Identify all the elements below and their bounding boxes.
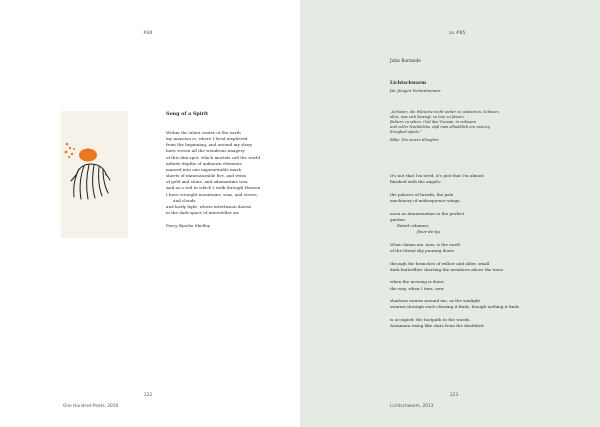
poem-line: the palaces of breath, the pale — [390, 191, 454, 197]
epigraph-line: „Schwarz, die Wünsche nicht weiter zu wünschen. Schwarz, — [390, 110, 500, 114]
poem-line: the way, when I turn, new — [390, 285, 444, 291]
epigraph — [390, 110, 590, 142]
poem-author: Percy Bysshe Shelley — [166, 223, 210, 229]
poem-line: and lastly light, whose interfusion dawns — [166, 203, 252, 209]
poem-body — [390, 173, 590, 336]
stanza — [390, 229, 590, 235]
stanza — [390, 279, 590, 291]
poem-line: in the dark space of interstellar air. — [166, 210, 240, 216]
poem-line: of the literal sky pouring down — [390, 247, 454, 253]
poem-line: It's not that I'm tired, it's just that I'm almost — [390, 173, 484, 178]
poem-line: my mansion is; where I lived inspherèd — [166, 136, 248, 142]
stanza — [390, 211, 590, 223]
right-page-header: zu #85 — [449, 31, 466, 36]
poem-line: fluted columns; — [397, 222, 430, 228]
poem-line: shadows swarm around me, as the sunlight — [390, 298, 481, 304]
poem-line: from the beginning, and around my sleep — [166, 142, 252, 148]
poem-author: John Burnside — [390, 59, 421, 64]
left-page-number: 222 — [144, 393, 153, 398]
epigraph-source: Rilke: Die innere Klangbre — [390, 138, 439, 143]
stanza — [390, 298, 590, 310]
epigraph-line: Ereigbeit spiele." — [390, 130, 422, 135]
poem-title: Lichtschwarm — [390, 81, 427, 86]
poem-line: And as a veil in which I walk through Heaven — [166, 185, 261, 191]
left-page-footer: One Hundred Poets, 2016 — [63, 404, 119, 409]
poem-line: dark butterflies charting the meadows above the town — [390, 266, 503, 272]
poem-line: infinite depths of unknown elements — [166, 160, 242, 166]
poem-line: through the branches of willow and alder, small — [390, 260, 490, 266]
poem-block — [166, 111, 296, 228]
poem-line: massed into one impenetrable mask — [166, 166, 241, 172]
epigraph-line: flattern zu sehen. Und das Treuste: in milmaen — [390, 120, 476, 125]
epigraph-line: alles, was sich bewegt, so lose zu fassen; — [390, 115, 465, 120]
poem-line: sheets of immeasurable fire, and veins — [166, 173, 247, 179]
stanza — [390, 242, 590, 254]
stanza — [390, 192, 590, 204]
poem-line: machinery of midsequence wings, — [390, 197, 461, 203]
right-page-number: 223 — [450, 393, 459, 398]
poem-line: garden, — [390, 216, 406, 222]
poem-line: I have wrought mountains, seas, and waves, — [166, 191, 258, 197]
stanza — [390, 317, 590, 329]
stanza — [390, 173, 590, 185]
poem-line: when the mowing is done; — [390, 279, 445, 285]
right-page-footer: Lichtschwarm, 2013 — [390, 404, 434, 409]
poem-illustration — [61, 111, 128, 238]
poem-dedication: für Jürgen Partenheimer — [390, 88, 441, 93]
poem-line: Autumnia rising like stars from the deathbed — [390, 323, 484, 329]
poem-line: finished with the angels: — [390, 179, 442, 185]
poem-line: noon as Annunciation in the perfect — [390, 210, 465, 216]
poem-line: is occupied: the footpath to the woods, — [390, 317, 471, 322]
left-page-header: #84 — [143, 31, 153, 36]
poem-line: Within the silent centre of the earth — [166, 130, 241, 135]
poem-line: of gold and stone, and adamantine iron — [166, 179, 248, 185]
poem-line: swarms through each clearing it finds, though nothing it finds — [390, 304, 520, 310]
poem-line: of this dim spot, which mortals call the world — [166, 154, 261, 160]
epigraph-line: und voller Nachblicke, daß man allmählich ein zweizig — [390, 125, 490, 130]
poem-title: Song of a Spirit — [166, 111, 209, 117]
poem-line: and clouds — [173, 197, 196, 203]
abstract-figure-icon — [61, 111, 128, 238]
poem-line: fleur-de-lys. — [417, 229, 442, 235]
poem-line: have woven all the wondrous imagery — [166, 148, 245, 154]
poem-line: What claims me, now, is the swell — [390, 241, 460, 247]
stanza — [390, 261, 590, 273]
